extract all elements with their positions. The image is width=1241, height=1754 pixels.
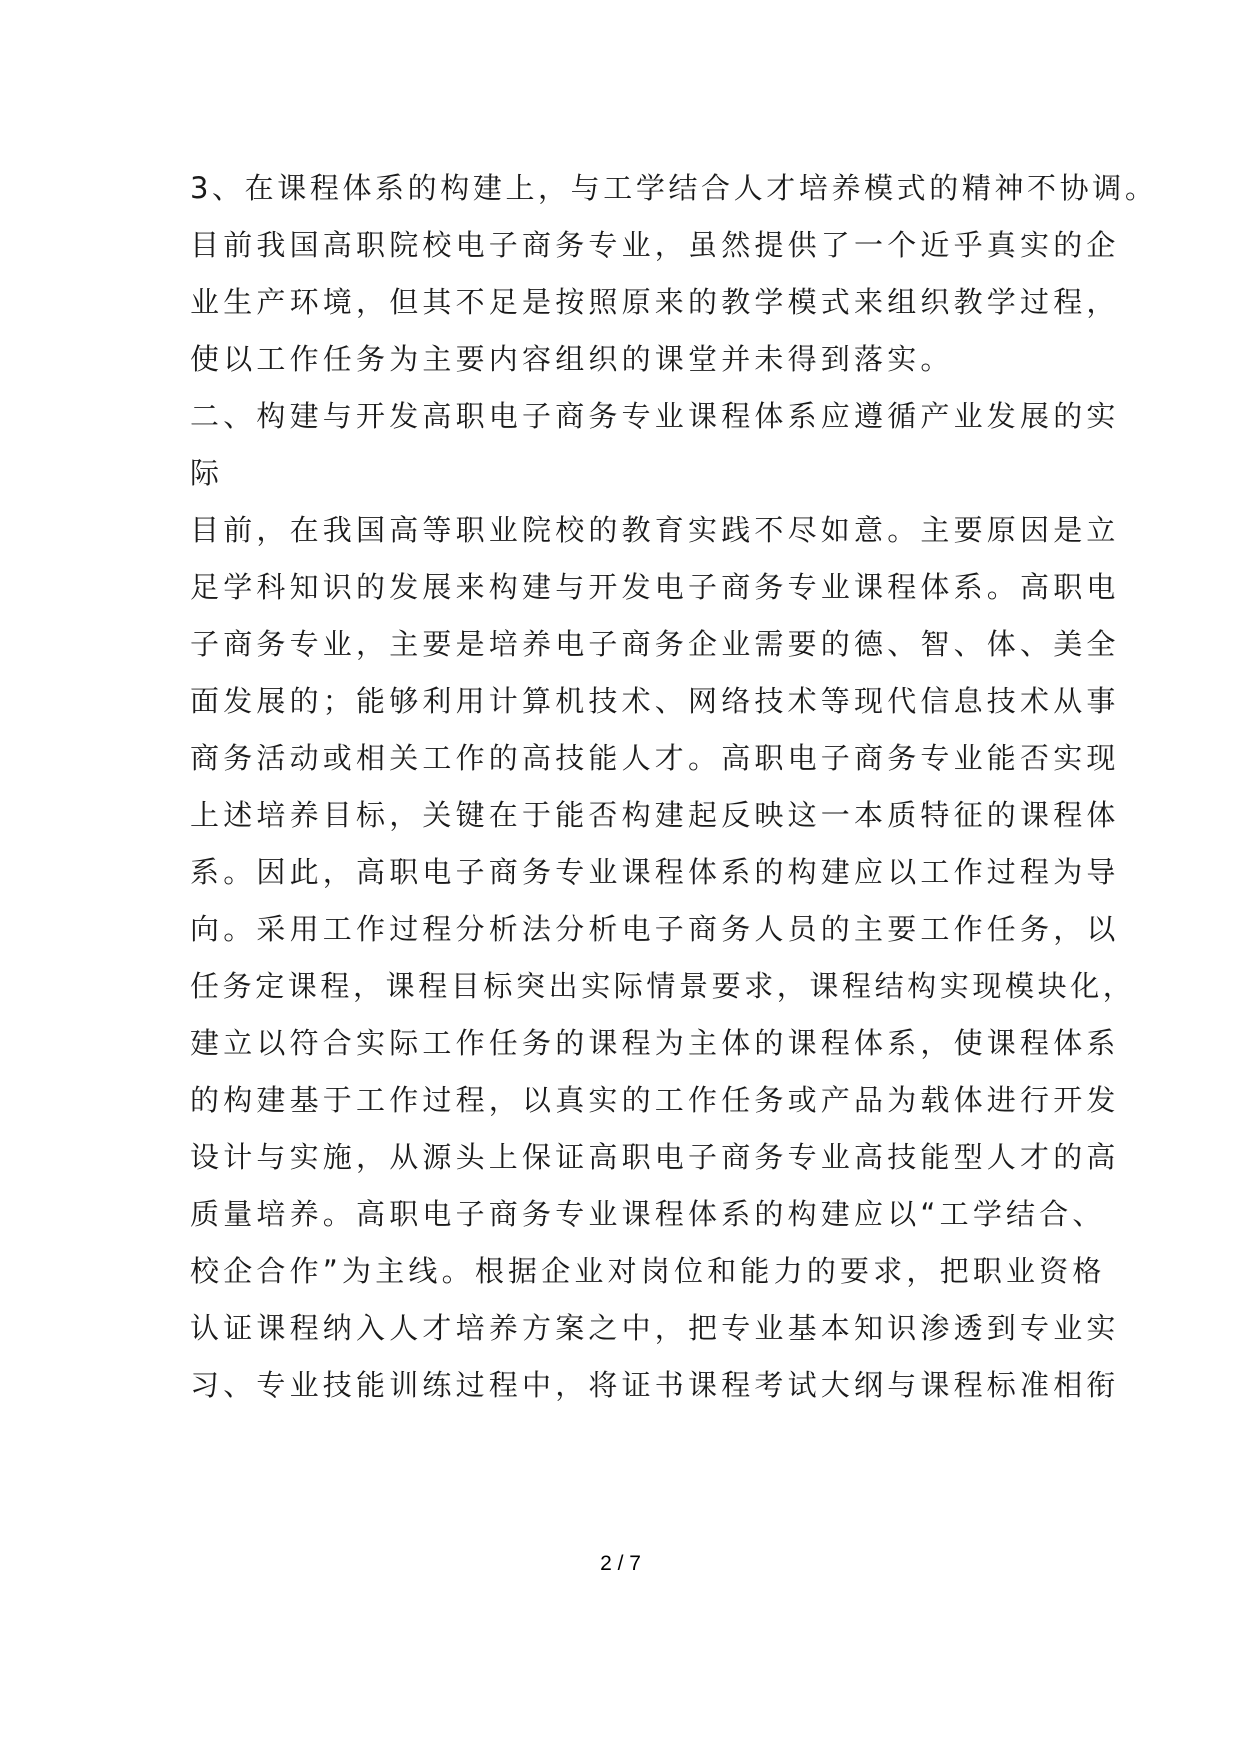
text-line: 子商务专业，主要是培养电子商务企业需要的德、智、体、美全 bbox=[190, 627, 1120, 661]
text-line: 目前，在我国高等职业院校的教育实践不尽如意。主要原因是立 bbox=[190, 513, 1120, 547]
text-line: 的构建基于工作过程，以真实的工作任务或产品为载体进行开发 bbox=[190, 1083, 1120, 1117]
section-heading-line: 二、构建与开发高职电子商务专业课程体系应遵循产业发展的实 bbox=[190, 399, 1120, 433]
text-line: 认证课程纳入人才培养方案之中，把专业基本知识渗透到专业实 bbox=[190, 1311, 1120, 1345]
text-line: 3、在课程体系的构建上，与工学结合人才培养模式的精神不协调。 bbox=[190, 171, 1158, 205]
text-line: 建立以符合实际工作任务的课程为主体的课程体系，使课程体系 bbox=[190, 1026, 1120, 1060]
text-line: 商务活动或相关工作的高技能人才。高职电子商务专业能否实现 bbox=[190, 741, 1120, 775]
text-line: 质量培养。高职电子商务专业课程体系的构建应以“工学结合、 bbox=[190, 1197, 1106, 1231]
page-number: 2 / 7 bbox=[600, 1552, 641, 1575]
text-line: 足学科知识的发展来构建与开发电子商务专业课程体系。高职电 bbox=[190, 570, 1120, 604]
text-line: 上述培养目标，关键在于能否构建起反映这一本质特征的课程体 bbox=[190, 798, 1120, 832]
text-line: 习、专业技能训练过程中，将证书课程考试大纲与课程标准相衔 bbox=[190, 1368, 1120, 1402]
text-line: 设计与实施，从源头上保证高职电子商务专业高技能型人才的高 bbox=[190, 1140, 1120, 1174]
section-heading-line: 际 bbox=[190, 456, 224, 490]
text-line: 校企合作”为主线。根据企业对岗位和能力的要求，把职业资格 bbox=[190, 1254, 1106, 1288]
text-line: 系。因此，高职电子商务专业课程体系的构建应以工作过程为导 bbox=[190, 855, 1120, 889]
text-line: 面发展的；能够利用计算机技术、网络技术等现代信息技术从事 bbox=[190, 684, 1120, 718]
text-line: 向。采用工作过程分析法分析电子商务人员的主要工作任务，以 bbox=[190, 912, 1120, 946]
text-line: 目前我国高职院校电子商务专业，虽然提供了一个近乎真实的企 bbox=[190, 228, 1120, 262]
text-line: 任务定课程，课程目标突出实际情景要求，课程结构实现模块化， bbox=[190, 969, 1136, 1003]
text-line: 业生产环境，但其不足是按照原来的教学模式来组织教学过程， bbox=[190, 285, 1120, 319]
body-text bbox=[190, 160, 1158, 1414]
text-line: 使以工作任务为主要内容组织的课堂并未得到落实。 bbox=[190, 342, 954, 376]
